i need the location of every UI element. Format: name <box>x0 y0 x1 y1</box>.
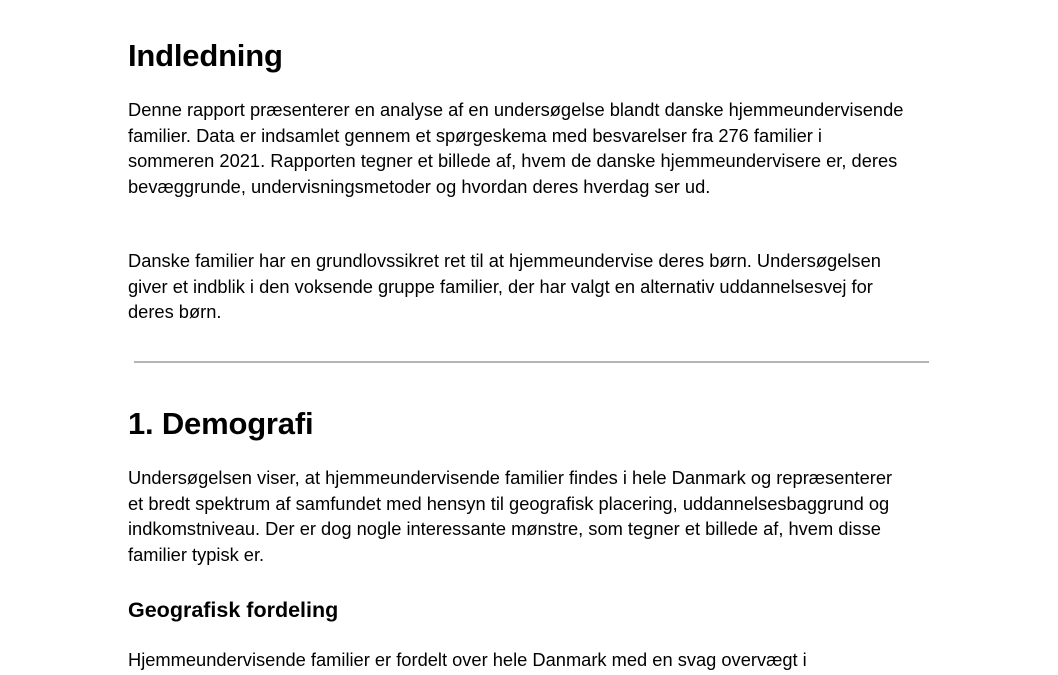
section-divider <box>134 361 929 363</box>
geografisk-fordeling-heading: Geografisk fordeling <box>128 598 339 622</box>
demografi-paragraph: Undersøgelsen viser, at hjemmeundervisende familier findes i hele Danmark og repræsenterer et bredt spektrum af samfundet med hensyn til geografisk placering, uddannelsesbaggrund og indkomstniveau. Der er dog nogle interessante mønstre, som tegner et billede af, hvem disse familier typisk er. <box>128 467 893 566</box>
intro-heading: Indledning <box>128 38 283 73</box>
geografisk-fordeling-paragraph: Hjemmeundervisende familier er fordelt over hele Danmark med en svag overvægt i <box>128 649 807 670</box>
intro-paragraph-2: Danske familier har en grundlovssikret ret til at hjemmeundervise deres børn. Undersøgelsen giver et indblik i den voksende gruppe familier, der har valgt en alternativ uddannelsesvej for deres børn. <box>128 250 881 323</box>
demografi-heading: 1. Demografi <box>128 406 314 441</box>
intro-paragraph-1: Denne rapport præsenterer en analyse af en undersøgelse blandt danske hjemmeundervisende familier. Data er indsamlet gennem et spørgeskema med besvarelser fra 276 familier i sommeren 2021. Rapporten tegner et billede af, hvem de danske hjemmeundervisere er, deres bevæggrunde, undervisningsmetoder og hvordan deres hverdag ser ud. <box>128 99 904 198</box>
